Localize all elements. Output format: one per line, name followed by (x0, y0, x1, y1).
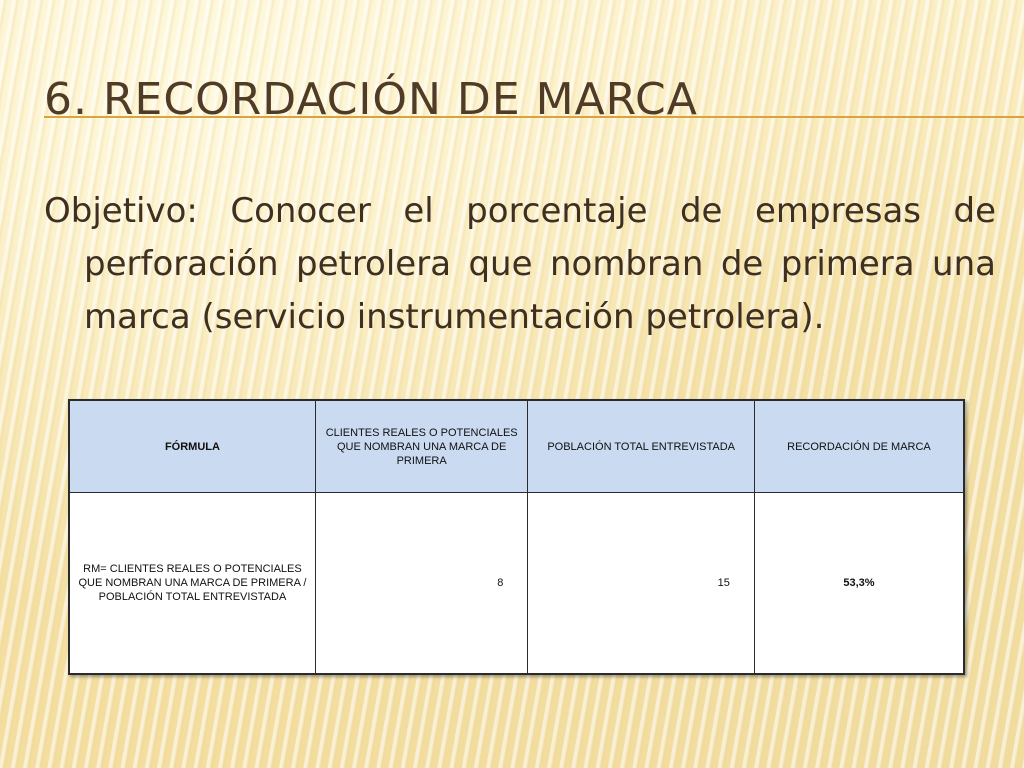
title-row (44, 74, 1024, 134)
table-header-row (69, 400, 964, 493)
objective-text: Objetivo: Conocer el porcentaje de empresas de perforación petrolera que nombran de primera una marca (servicio instrumentación petrolera). (44, 191, 996, 337)
header-recall: RECORDACIÓN DE MARCA (754, 400, 964, 493)
header-clients: CLIENTES REALES O POTENCIALES QUE NOMBRAN UNA MARCA DE PRIMERA (315, 400, 528, 493)
slide-title: 6. RECORDACIÓN DE MARCA (44, 74, 698, 125)
cell-population: 15 (528, 493, 754, 675)
cell-clients: 8 (315, 493, 528, 675)
cell-recall: 53,3% (754, 493, 964, 675)
cell-formula: RM= CLIENTES REALES O POTENCIALES QUE NOMBRAN UNA MARCA DE PRIMERA / POBLACIÓN TOTAL ENTREVISTADA (69, 493, 315, 675)
table-row (69, 493, 964, 675)
header-population: POBLACIÓN TOTAL ENTREVISTADA (528, 400, 754, 493)
header-formula: FÓRMULA (69, 400, 315, 493)
recall-table (68, 399, 965, 675)
